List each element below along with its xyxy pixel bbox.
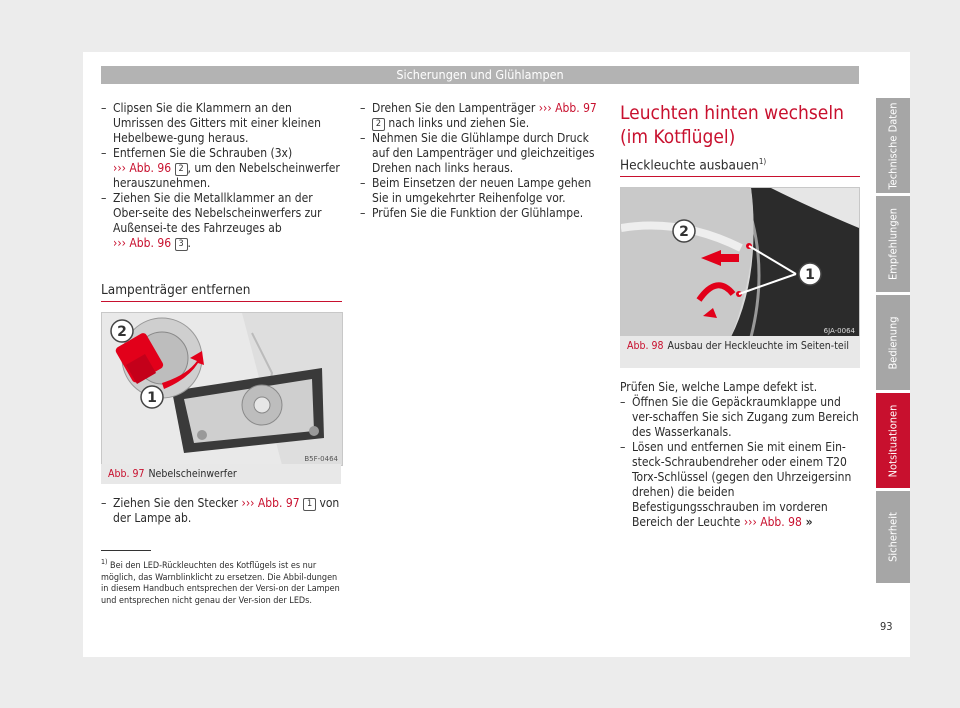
tab-label: Sicherheit	[886, 512, 900, 562]
section-title: Lampenträger entfernen	[101, 282, 251, 298]
figure-label: Abb. 98	[627, 340, 664, 352]
list-item	[101, 191, 343, 251]
column-3	[620, 380, 862, 530]
figure-reference-link[interactable]: ››› Abb. 96	[113, 236, 172, 250]
list-text: Beim Einsetzen der neuen Lampe gehen Sie in umgekehrter Reihenfolge vor.	[372, 176, 592, 205]
callout-number: 2	[175, 163, 188, 176]
figure-code: B5F-0464	[304, 455, 338, 463]
list-text: Drehen Sie den Lampenträger	[372, 101, 539, 115]
list-item	[101, 146, 343, 191]
tab-label: Technische Daten	[886, 101, 900, 190]
figure-reference-link[interactable]: ››› Abb. 96	[113, 161, 172, 175]
figure-caption	[101, 464, 341, 484]
tab-label: Empfehlungen	[886, 208, 900, 280]
list-dash: –	[101, 191, 107, 205]
figure-rear-light	[620, 187, 860, 338]
figure-callout: 1	[805, 267, 815, 283]
continue-marker: »	[801, 515, 813, 529]
list-text: von der Lampe ab.	[113, 496, 340, 525]
subsection-title-text: Heckleuchte ausbauen	[620, 157, 759, 174]
tab-label: Bedienung	[886, 315, 900, 370]
page-number: 93	[880, 620, 893, 633]
list-dash: –	[101, 101, 107, 115]
list-text: Öffnen Sie die Gepäckraumklappe und ver-schaffen Sie sich Zugang zum Bereich des Wasserkanals.	[632, 395, 859, 439]
section-rule	[101, 301, 342, 302]
list-dash: –	[620, 395, 626, 409]
list-text: Ziehen Sie den Stecker	[113, 496, 242, 510]
subsection-title	[620, 157, 766, 174]
figure-reference-link[interactable]: ››› Abb. 97	[538, 101, 597, 115]
section-heading: Leuchten hinten wechseln (im Kotflügel)	[620, 102, 844, 148]
column-1-after	[101, 496, 343, 526]
list-text: Entfernen Sie die Schrauben (3x)	[113, 146, 293, 160]
figure-reference-link[interactable]: ››› Abb. 98	[743, 515, 802, 529]
footnote-text: Bei den LED-Rückleuchten des Kotflügels ist es nur möglich, das Warnblinklicht zu ersetzen. Die Abbil-dungen in diesem Handbuch entsprechen der Versi-on der Lampen und entsprechen nicht genau der Ver-sion der LEDs.	[101, 561, 340, 606]
footnote-marker: 1)	[758, 157, 767, 166]
footnote	[101, 557, 341, 607]
list-item	[360, 131, 602, 176]
list-dash: –	[360, 101, 366, 115]
list-dash: –	[360, 131, 366, 145]
tab-label: Notsituationen	[886, 404, 900, 477]
list-item	[101, 101, 343, 146]
list-dash: –	[620, 440, 626, 454]
footnote-divider	[101, 550, 151, 551]
figure-callout: 2	[679, 224, 689, 240]
page-header: Sicherungen und Glühlampen	[101, 66, 859, 84]
figure-callout: 1	[147, 390, 157, 406]
figure-caption-text: Ausbau der Heckleuchte im Seiten-teil	[667, 340, 849, 352]
list-item	[620, 440, 862, 530]
list-text: Ziehen Sie die Metallklammer an der Ober-seite des Nebelscheinwerfers zur Außensei-te des Fahrzeuges ab	[113, 191, 322, 235]
subsection-rule	[620, 176, 860, 177]
list-item	[360, 206, 602, 221]
tab-notsituationen[interactable]	[876, 393, 910, 488]
rear-light-illustration	[621, 188, 859, 337]
figure-code: 6JA-0064	[823, 327, 855, 335]
figure-label: Abb. 97	[108, 468, 145, 480]
list-item	[360, 176, 602, 206]
figure-fog-lamp	[101, 312, 343, 466]
callout-number: 3	[175, 238, 188, 251]
list-text: Lösen und entfernen Sie mit einem Ein-steck-Schraubendreher oder einem T20 Torx-Schlüssel (gegen den Uhrzeigersinn drehen) die beiden Befestigungsschrauben im vorderen Bereich der Leuchte	[632, 440, 852, 529]
list-item	[620, 395, 862, 440]
intro-text: Prüfen Sie, welche Lampe defekt ist.	[620, 380, 818, 394]
callout-number: 2	[372, 118, 385, 131]
figure-caption-text: Nebelscheinwerfer	[148, 468, 237, 480]
figure-caption	[620, 336, 860, 368]
footnote-mark: 1)	[101, 558, 108, 566]
list-dash: –	[101, 496, 107, 510]
list-item	[101, 496, 343, 526]
tab-technische-daten[interactable]	[876, 98, 910, 193]
list-dash: –	[360, 176, 366, 190]
callout-number: 1	[303, 498, 316, 511]
tab-bedienung[interactable]	[876, 295, 910, 390]
list-text: Nehmen Sie die Glühlampe durch Druck auf den Lampenträger und gleichzeitiges Drehen nach links heraus.	[372, 131, 595, 175]
figure-reference-link[interactable]: ››› Abb. 97	[241, 496, 300, 510]
list-text: .	[187, 236, 191, 250]
list-item	[360, 101, 602, 131]
tab-sicherheit[interactable]	[876, 491, 910, 583]
list-text: , um den Nebelscheinwerfer herauszunehmen.	[113, 161, 340, 190]
fog-lamp-illustration	[102, 313, 342, 465]
list-dash: –	[101, 146, 107, 160]
list-text: nach links und ziehen Sie.	[385, 116, 530, 130]
list-dash: –	[360, 206, 366, 220]
list-text: Clipsen Sie die Klammern an den Umrissen des Gitters mit einer kleinen Hebelbewe-gung heraus.	[113, 101, 321, 145]
column-2	[360, 101, 602, 221]
list-text: Prüfen Sie die Funktion der Glühlampe.	[372, 206, 584, 220]
figure-callout: 2	[117, 324, 127, 340]
column-1	[101, 101, 343, 251]
tab-empfehlungen[interactable]	[876, 196, 910, 292]
